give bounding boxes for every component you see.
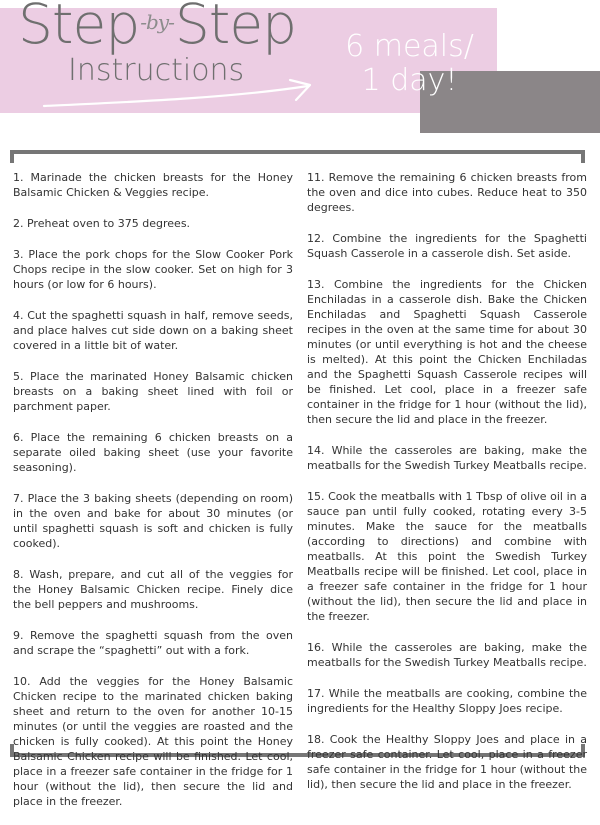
tagline-line-1: 6 meals/	[345, 29, 474, 64]
title-by: -by-	[140, 10, 174, 34]
frame-bracket-top	[10, 150, 585, 163]
step-item: 10. Add the veggies for the Honey Balsamic Chicken recipe to the marinated chicken baking sheet and return to the oven for another 10-15 minutes (or until the veggies are roasted and the chicken is fully cooked). At this point the Honey Balsamic Chicken recipe will be finished. Let cool, place in a freezer safe container in the fridge for 1 hour (without the lid), then secure the lid and place in the freezer.	[13, 675, 293, 808]
step-item: 13. Combine the ingredients for the Chicken Enchiladas in a casserole dish. Bake the Chicken Enchiladas and Spaghetti Squash Casserole recipes in the oven at the same time for about 30 minutes (or until everything is hot and the cheese is melted). At this point the Chicken Enchiladas and the Spaghetti Squash Casserole recipes will be finished. Let cool, place in a freezer safe container in the fridge for 1 hour (without the lid), then secure the lid and place in the freezer.	[307, 278, 587, 426]
step-item: 18. Cook the Healthy Sloppy Joes and place in a freezer safe container. Let cool, place in a freezer safe container in the fridge for 1 hour (without the lid), then secure the lid and place in the freezer.	[307, 733, 587, 791]
step-item: 9. Remove the spaghetti squash from the oven and scrape the “spaghetti” out with a fork.	[13, 629, 293, 657]
step-item: 2. Preheat oven to 375 degrees.	[13, 217, 191, 230]
step-item: 4. Cut the spaghetti squash in half, remove seeds, and place halves cut side down on a baking sheet covered in a little bit of water.	[13, 309, 293, 352]
step-item: 1. Marinade the chicken breasts for the Honey Balsamic Chicken & Veggies recipe.	[13, 171, 293, 199]
steps-column-right	[307, 170, 587, 808]
step-item: 14. While the casseroles are baking, make the meatballs for the Swedish Turkey Meatballs recipe.	[307, 444, 587, 472]
step-item: 6. Place the remaining 6 chicken breasts on a separate oiled baking sheet (use your favorite seasoning).	[13, 431, 293, 474]
step-item: 16. While the casseroles are baking, make the meatballs for the Swedish Turkey Meatballs recipe.	[307, 641, 587, 669]
title-word-step-2: Step	[174, 0, 297, 56]
steps-column-left	[13, 170, 293, 825]
tagline-line-2: 1 day!	[361, 63, 458, 98]
step-item: 17. While the meatballs are cooking, combine the ingredients for the Healthy Sloppy Joes recipe.	[307, 687, 587, 715]
step-item: 11. Remove the remaining 6 chicken breasts from the oven and dice into cubes. Reduce heat to 350 degrees.	[307, 171, 587, 214]
step-item: 8. Wash, prepare, and cut all of the veggies for the Honey Balsamic Chicken recipe. Finely dice the bell peppers and mushrooms.	[13, 568, 293, 611]
step-item: 12. Combine the ingredients for the Spaghetti Squash Casserole in a casserole dish. Set aside.	[307, 232, 587, 260]
title-word-step-1: Step	[18, 0, 140, 56]
tagline	[322, 30, 497, 98]
step-item: 15. Cook the meatballs with 1 Tbsp of olive oil in a sauce pan until fully cooked, rotating every 3-5 minutes. Make the sauce for the meatballs (according to directions) and combine with meatballs. At this point the Swedish Turkey Meatballs recipe will be finished. Let cool, place in a freezer safe container in the fridge for 1 hour (without the lid), then secure the lid and place in the freezer.	[307, 490, 587, 623]
page-title	[18, 0, 296, 55]
page-subtitle: Instructions	[68, 53, 245, 88]
step-item: 7. Place the 3 baking sheets (depending on room) in the oven and bake for about 30 minutes (or until spaghetti squash is soft and chicken is fully cooked).	[13, 492, 293, 550]
step-item: 3. Place the pork chops for the Slow Cooker Pork Chops recipe in the slow cooker. Set on high for 3 hours (or low for 6 hours).	[13, 248, 293, 291]
step-item: 5. Place the marinated Honey Balsamic chicken breasts on a baking sheet lined with foil or parchment paper.	[13, 370, 293, 413]
swoosh-arrow-icon	[40, 66, 320, 110]
